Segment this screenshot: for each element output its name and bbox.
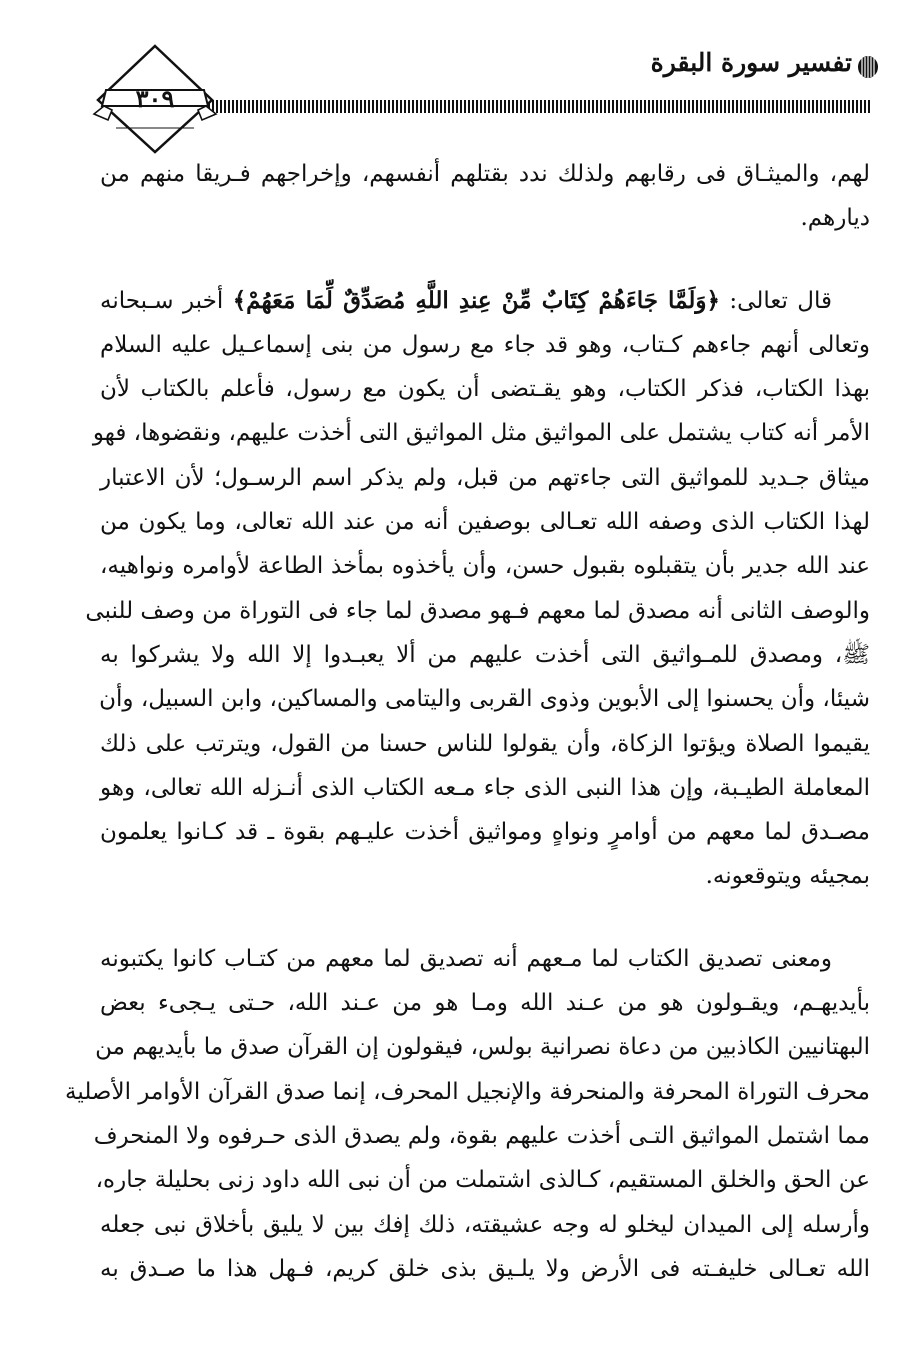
- text-line: يقيموا الصلاة ويؤتوا الزكاة، وأن يقولوا للناس حسنا من القول، ويترتب على ذلك: [100, 730, 870, 757]
- text-line: لهم، والميثـاق فى رقابهم ولذلك ندد بقتلهم أنفسهم، وإخراجهم فـريقا منهم من: [100, 161, 870, 187]
- book-title: تفسير سورة البقرة: [650, 48, 852, 77]
- text-line: بمجيئه ويتوقعونه.: [705, 863, 870, 890]
- text-line: عند الله جدير بأن يتقبلوه بقبول حسن، وأن يأخذوه بمأخذ الطاعة لأوامره ونواهيه،: [100, 553, 870, 580]
- text-line: والوصف الثانى أنه مصدق لما معهم فـهو مصدق لما جاء فى التوراة من وصف للنبى: [85, 597, 870, 624]
- text-line: بهذا الكتاب، فذكر الكتاب، وهو يقـتضى أن يكون مع رسول، فأعلم بالكتاب لأن: [100, 376, 870, 403]
- text-line: ميثاق جـديد للمواثيق التى جاءتهم من قبل، ولم يذكر اسم الرسـول؛ لأن الاعتبار: [100, 464, 870, 491]
- text-line: وأرسله إلى الميدان ليخلو له وجه عشيقته، ذلك إفك بين لا يليق بأخلاق نبى جعله: [100, 1211, 870, 1238]
- text-line: المعاملة الطيـبة، وإن هذا النبى الذى جاء مـعه الكتاب الذى أنـزله الله تعالى، وهو: [100, 774, 870, 801]
- text-line: ﷺ، ومصدق للمـواثيق التى أخذت عليهم من ألا يعبـدوا إلا الله ولا يشركوا به: [100, 641, 870, 668]
- verse-line: [100, 279, 870, 323]
- text-line: البهتانيين الكاذبين من دعاة نصرانية بولس، فيقولون إن القرآن صدق ما بأيديهم من: [95, 1034, 870, 1061]
- paragraph: [100, 152, 870, 241]
- ornament-icon: [856, 54, 880, 80]
- paragraph: [65, 937, 870, 1291]
- text-line: مصـدق لما معهم من أوامرٍ ونواهٍ ومواثيق أخذت عليـهم بقوة ـ قد كـانوا يعلمون: [100, 819, 870, 846]
- page-number-badge: [90, 40, 220, 155]
- text-line: عن الحق والخلق المستقيم، كـالذى اشتملت من أن نبى الله داود زنى بحليلة جاره،: [95, 1167, 870, 1194]
- text-line: ومعنى تصديق الكتاب لما مـعهم أنه تصديق لما معهم من كتـاب كانوا يكتبونه: [100, 945, 832, 972]
- text-line: محرف التوراة المحرفة والمنحرفة والإنجيل المحرف، إنما صدق القرآن الأوامر الأصلية: [65, 1078, 870, 1105]
- verse-intro: قال تعالى:: [729, 287, 833, 314]
- body-text: [65, 152, 870, 1291]
- text-line: ديارهم.: [800, 205, 870, 232]
- text-line: لهذا الكتاب الذى وصفه الله تعـالى بوصفين أنه من عند الله تعالى، وما يكون من: [100, 509, 870, 536]
- page-header: [90, 40, 880, 155]
- quran-verse: ﴿وَلَمَّا جَاءَهُمْ كِتَابٌ مِّنْ عِندِ اللَّهِ مُصَدِّقٌ لِّمَا مَعَهُمْ﴾: [232, 286, 720, 314]
- text-line: الأمر أنه كتاب يشتمل على المواثيق مثل المواثيق التى أخذت عليهم، ونقضوها، فهو: [92, 420, 870, 447]
- text-line: الله تعـالى خليفـته فى الأرض ولا يلـيق بذى خلق كريم، فـهل هذا ما صـدق به: [100, 1255, 870, 1282]
- page-number: ٣٠٩: [135, 84, 175, 113]
- text-line: بأيديهـم، ويقـولون هو من عـند الله ومـا هو من عـند الله، حـتى يـجىء بعض: [100, 990, 870, 1017]
- text-line: شيئا، وأن يحسنوا إلى الأبوين وذوى القربى واليتامى والمساكين، وابن السبيل، وأن: [99, 686, 870, 713]
- text-line: مما اشتمل المواثيق التـى أخذت عليهم بقوة، ولم يصدق الذى حـرفوه ولا المنحرف: [93, 1122, 870, 1149]
- verse-commentary: أخبر سـبحانه: [100, 287, 224, 314]
- header-rule: [180, 100, 870, 113]
- paragraph: [85, 279, 870, 899]
- text-line: وتعالى أنهم جاءهم كـتاب، وهو قد جاء مع رسول من بنى إسماعـيل عليه السلام: [100, 331, 870, 358]
